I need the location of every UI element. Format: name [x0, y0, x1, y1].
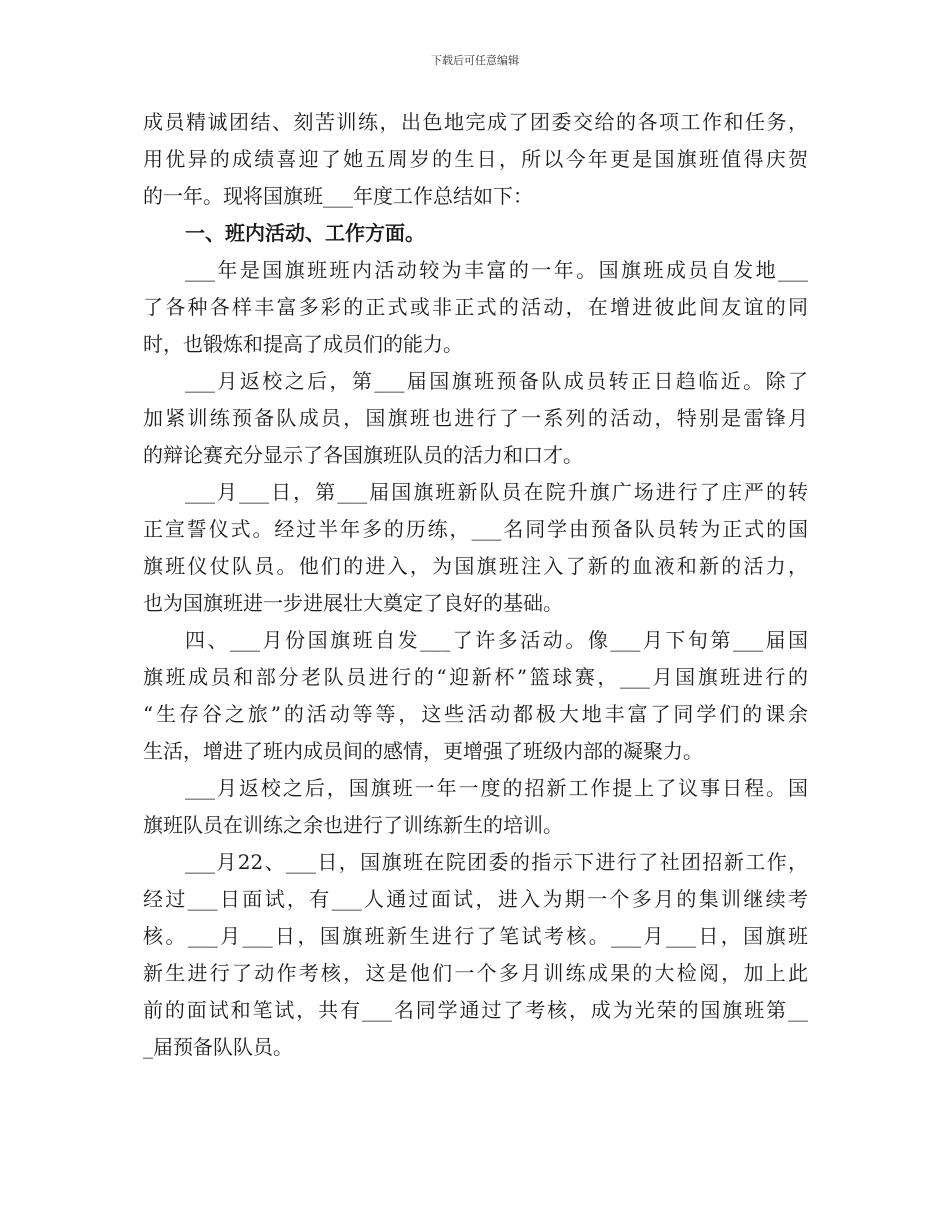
text-line: 时，也锻炼和提高了成员们的能力。: [143, 332, 463, 356]
text-line: 新生进行了动作考核，这是他们一个多月训练成果的大检阅，加上此: [143, 961, 808, 985]
text-line: 核。___月___日，国旗班新生进行了笔试考核。___月___日，国旗班: [143, 924, 808, 948]
text-line: ___月返校之后，国旗班一年一度的招新工作提上了议事日程。国: [185, 776, 808, 800]
text-line: 加紧训练预备队成员，国旗班也进行了一系列的活动，特别是雷锋月: [143, 406, 808, 430]
text-line: 的辩论赛充分显示了各国旗班队员的活力和口才。: [143, 443, 583, 467]
text-line: 经过___日面试，有___人通过面试，进入为期一个多月的集训继续考: [143, 887, 808, 911]
document-body: [143, 104, 808, 1066]
text-line: 了各种各样丰富多彩的正式或非正式的活动，在增进彼此间友谊的同: [143, 295, 808, 319]
text-line: 也为国旗班进一步进展壮大奠定了良好的基础。: [143, 591, 563, 615]
page-header: 下载后可任意编辑: [431, 54, 519, 67]
text-line: ___月返校之后，第___届国旗班预备队成员转正日趋临近。除了: [185, 369, 808, 393]
text-line: 的一年。现将国旗班___年度工作总结如下：: [143, 184, 533, 208]
section-heading: 一、班内活动、工作方面。: [185, 221, 425, 245]
text-line: 四、___月份国旗班自发___了许多活动。像___月下旬第___届国: [185, 628, 808, 652]
text-line: 用优异的成绩喜迎了她五周岁的生日，所以今年更是国旗班值得庆贺: [143, 147, 808, 171]
text-line: 旗班仪仗队员。他们的进入，为国旗班注入了新的血液和新的活力，: [143, 554, 808, 578]
text-line: 前的面试和笔试，共有___名同学通过了考核，成为光荣的国旗班第__: [143, 998, 808, 1022]
text-line: 生活，增进了班内成员间的感情，更增强了班级内部的凝聚力。: [143, 739, 703, 763]
text-line: ___月22、___日，国旗班在院团委的指示下进行了社团招新工作，: [185, 850, 808, 874]
text-line: 旗班队员在训练之余也进行了训练新生的培训。: [143, 813, 563, 837]
text-line: 成员精诚团结、刻苦训练，出色地完成了团委交给的各项工作和任务，: [143, 110, 808, 134]
text-line: 正宣誓仪式。经过半年多的历练，___名同学由预备队员转为正式的国: [143, 517, 808, 541]
text-line: 旗班成员和部分老队员进行的“迎新杯”篮球赛，___月国旗班进行的: [143, 665, 808, 689]
text-line: _届预备队队员。: [143, 1035, 293, 1059]
text-line: ___年是国旗班班内活动较为丰富的一年。国旗班成员自发地___: [185, 258, 808, 282]
text-line: ___月___日，第___届国旗班新队员在院升旗广场进行了庄严的转: [185, 480, 808, 504]
text-line: “生存谷之旅”的活动等等，这些活动都极大地丰富了同学们的课余: [143, 702, 808, 726]
